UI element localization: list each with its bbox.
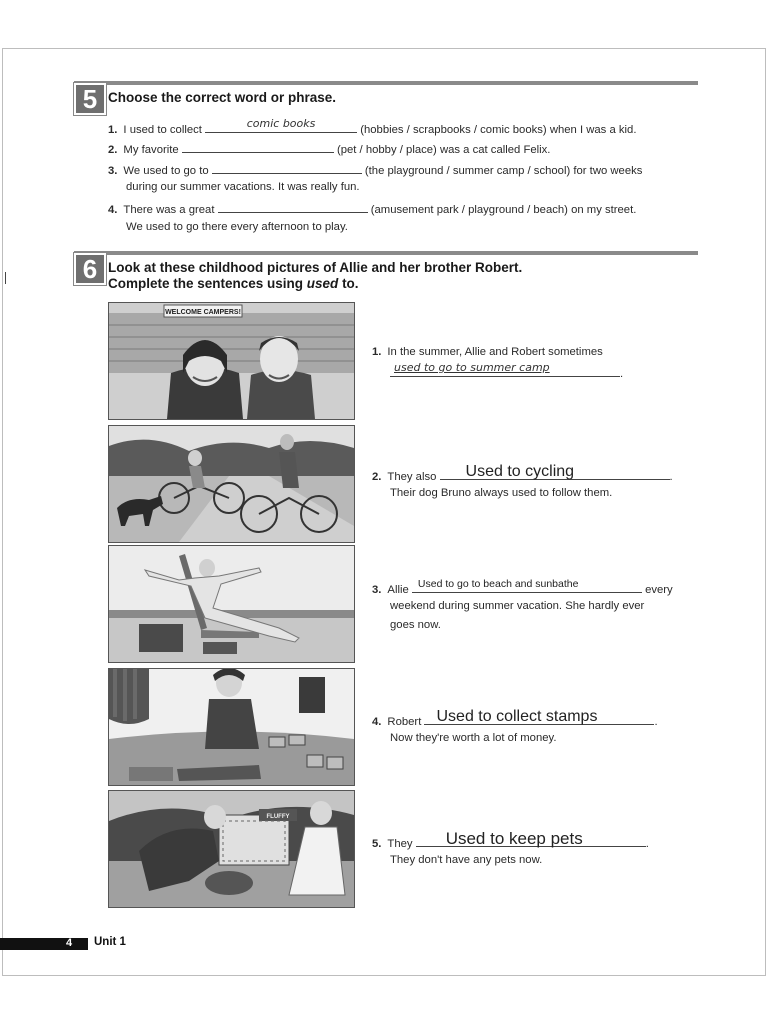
exercise-5-item-4-cont: We used to go there every afternoon to play. xyxy=(126,221,348,233)
exercise-6-item-3-line3: goes now. xyxy=(390,619,441,631)
footer-bar xyxy=(0,938,88,950)
section-6-rule xyxy=(74,251,698,255)
answer-blank-6-1[interactable]: used to go to summer camp xyxy=(390,364,620,377)
exercise-5-item-4: 4. There was a great (amusement park / playground / beach) on my street. xyxy=(108,200,636,217)
answer-blank-6-2[interactable]: Used to cycling xyxy=(440,467,670,480)
exercise-6-item-4: 4. Robert Used to collect stamps . xyxy=(372,708,658,728)
section-5-title: Choose the correct word or phrase. xyxy=(108,90,337,105)
exercise-5-item-2: 2. My favorite (pet / hobby / place) was a cat called Felix. xyxy=(108,140,550,157)
exercise-5-item-3-cont: during our summer vacations. It was really fun. xyxy=(126,181,360,193)
picture-cycling xyxy=(108,425,355,543)
answer-blank-6-4[interactable]: Used to collect stamps xyxy=(424,712,654,725)
picture-beach xyxy=(108,545,355,663)
exercise-6-item-1-line2: used to go to summer camp . xyxy=(390,364,623,381)
section-6-number: 6 xyxy=(74,253,106,285)
section-5-number: 5 xyxy=(74,83,106,115)
section-6-title: Look at these childhood pictures of Allie and her brother Robert. Complete the sentences using used to. xyxy=(108,260,523,291)
answer-blank-6-5[interactable]: Used to keep pets xyxy=(416,834,646,847)
section-5-rule xyxy=(74,81,698,85)
picture-collecting xyxy=(108,668,355,786)
answer-blank-5-3[interactable] xyxy=(212,161,362,174)
answer-blank-5-4[interactable] xyxy=(218,200,368,213)
picture-summer-camp xyxy=(108,302,355,420)
exercise-5-item-1: 1. I used to collect comic books (hobbies / scrapbooks / comic books) when I was a kid. xyxy=(108,117,637,136)
answer-blank-5-1[interactable]: comic books xyxy=(205,120,357,133)
answer-blank-5-2[interactable] xyxy=(182,140,334,153)
camp-sign: WELCOME CAMPERS! xyxy=(165,309,241,316)
exercise-6-item-5-line2: They don't have any pets now. xyxy=(390,854,543,866)
exercise-6-item-3: 3. Allie Used to go to beach and sunbathe every xyxy=(372,578,673,596)
picture-pets xyxy=(108,790,355,908)
unit-label: Unit 1 xyxy=(94,936,126,948)
doghouse-sign: FLUFFY xyxy=(266,814,290,820)
margin-mark xyxy=(5,272,6,284)
answer-blank-6-3[interactable]: Used to go to beach and sunbathe xyxy=(412,580,642,593)
exercise-6-item-3-line2: weekend during summer vacation. She hardly ever xyxy=(390,600,645,612)
exercise-6-item-2: 2. They also Used to cycling . xyxy=(372,463,673,483)
exercise-6-item-4-line2: Now they're worth a lot of money. xyxy=(390,732,557,744)
page-number: 4 xyxy=(66,937,73,949)
exercise-6-item-5: 5. They Used to keep pets . xyxy=(372,829,649,850)
exercise-5-item-3: 3. We used to go to (the playground / summer camp / school) for two weeks xyxy=(108,161,642,178)
exercise-6-item-1: 1. In the summer, Allie and Robert sometimes xyxy=(372,346,603,358)
exercise-6-item-2-line2: Their dog Bruno always used to follow them. xyxy=(390,487,613,499)
